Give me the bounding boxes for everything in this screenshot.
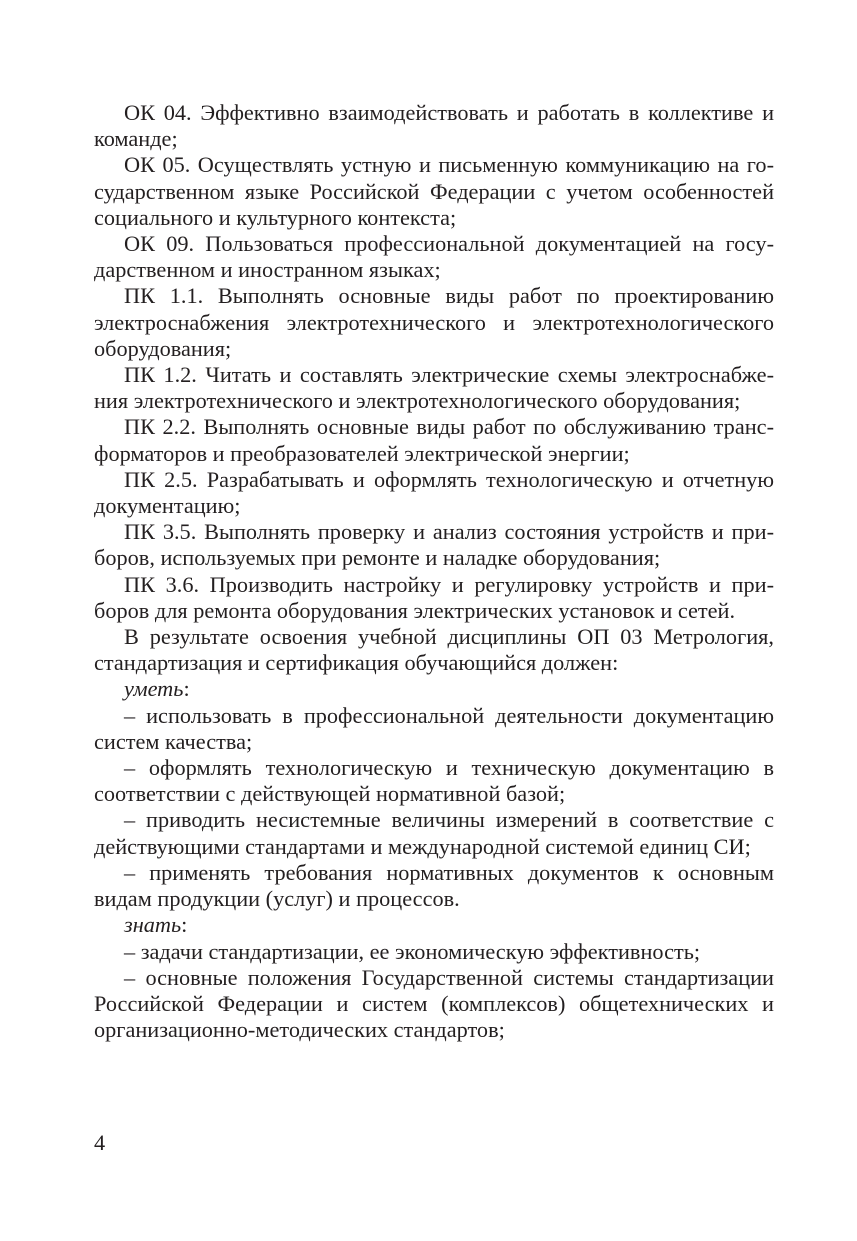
page-number: 4 — [94, 1130, 106, 1155]
page-body — [94, 100, 774, 1043]
skills-label: уметь — [124, 676, 184, 702]
knowledge-heading: знать: — [124, 912, 188, 938]
competency-pk12: ПК 1.2. Читать и составлять электрические схемы электроснабжения электротехнического и электротехнологического оборудования; — [94, 362, 774, 414]
knowledge-item: – задачи стандартизации, ее экономическую эффективность; — [124, 938, 701, 964]
knowledge-label: знать — [124, 912, 182, 938]
competency-pk35: ПК 3.5. Выполнять проверку и анализ состояния устройств и приборов, используемых при ремонте и наладке оборудования; — [94, 519, 774, 571]
skill-item: – приводить несистемные величины измерений в соответствие с действующими стандартами и международной системой единиц СИ; — [94, 807, 774, 859]
skill-item: – использовать в профессиональной деятельности документацию систем качества; — [94, 702, 774, 754]
knowledge-item: – основные положения Государственной системы стандартизации Российской Федерации и систем (комплексов) общетехнических и организационно-методических стандартов; — [94, 964, 774, 1043]
skill-item: – оформлять технологическую и техническую документацию в соответствии с действующей нормативной базой; — [94, 755, 774, 807]
competency-ok04: ОК 04. Эффективно взаимодействовать и работать в коллективе и команде; — [94, 100, 774, 152]
skills-heading: уметь: — [124, 676, 190, 702]
competency-pk22: ПК 2.2. Выполнять основные виды работ по обслуживанию трансформаторов и преобразователей электрической энергии; — [94, 414, 774, 466]
competency-ok09: ОК 09. Пользоваться профессиональной документацией на государственном и иностранном языках; — [94, 231, 774, 283]
learning-outcome-intro: В результате освоения учебной дисциплины ОП 03 Метрология, стандартизация и сертификация обучающийся должен: — [94, 624, 774, 676]
competency-pk36: ПК 3.6. Производить настройку и регулировку устройств и приборов для ремонта оборудования электрических установок и сетей. — [94, 571, 774, 623]
skill-item: – применять требования нормативных документов к основным видам продукции (услуг) и процессов. — [94, 859, 774, 912]
competency-pk25: ПК 2.5. Разрабатывать и оформлять технологическую и отчетную документацию; — [94, 466, 774, 519]
competency-ok05: ОК 05. Осуществлять устную и письменную коммуникацию на государственном языке Российской Федерации с учетом особенностей социального и культурного контекста; — [94, 152, 774, 230]
competency-pk11: ПК 1.1. Выполнять основные виды работ по проектированию электроснабжения электротехнического и электротехнологического оборудования; — [94, 283, 774, 361]
